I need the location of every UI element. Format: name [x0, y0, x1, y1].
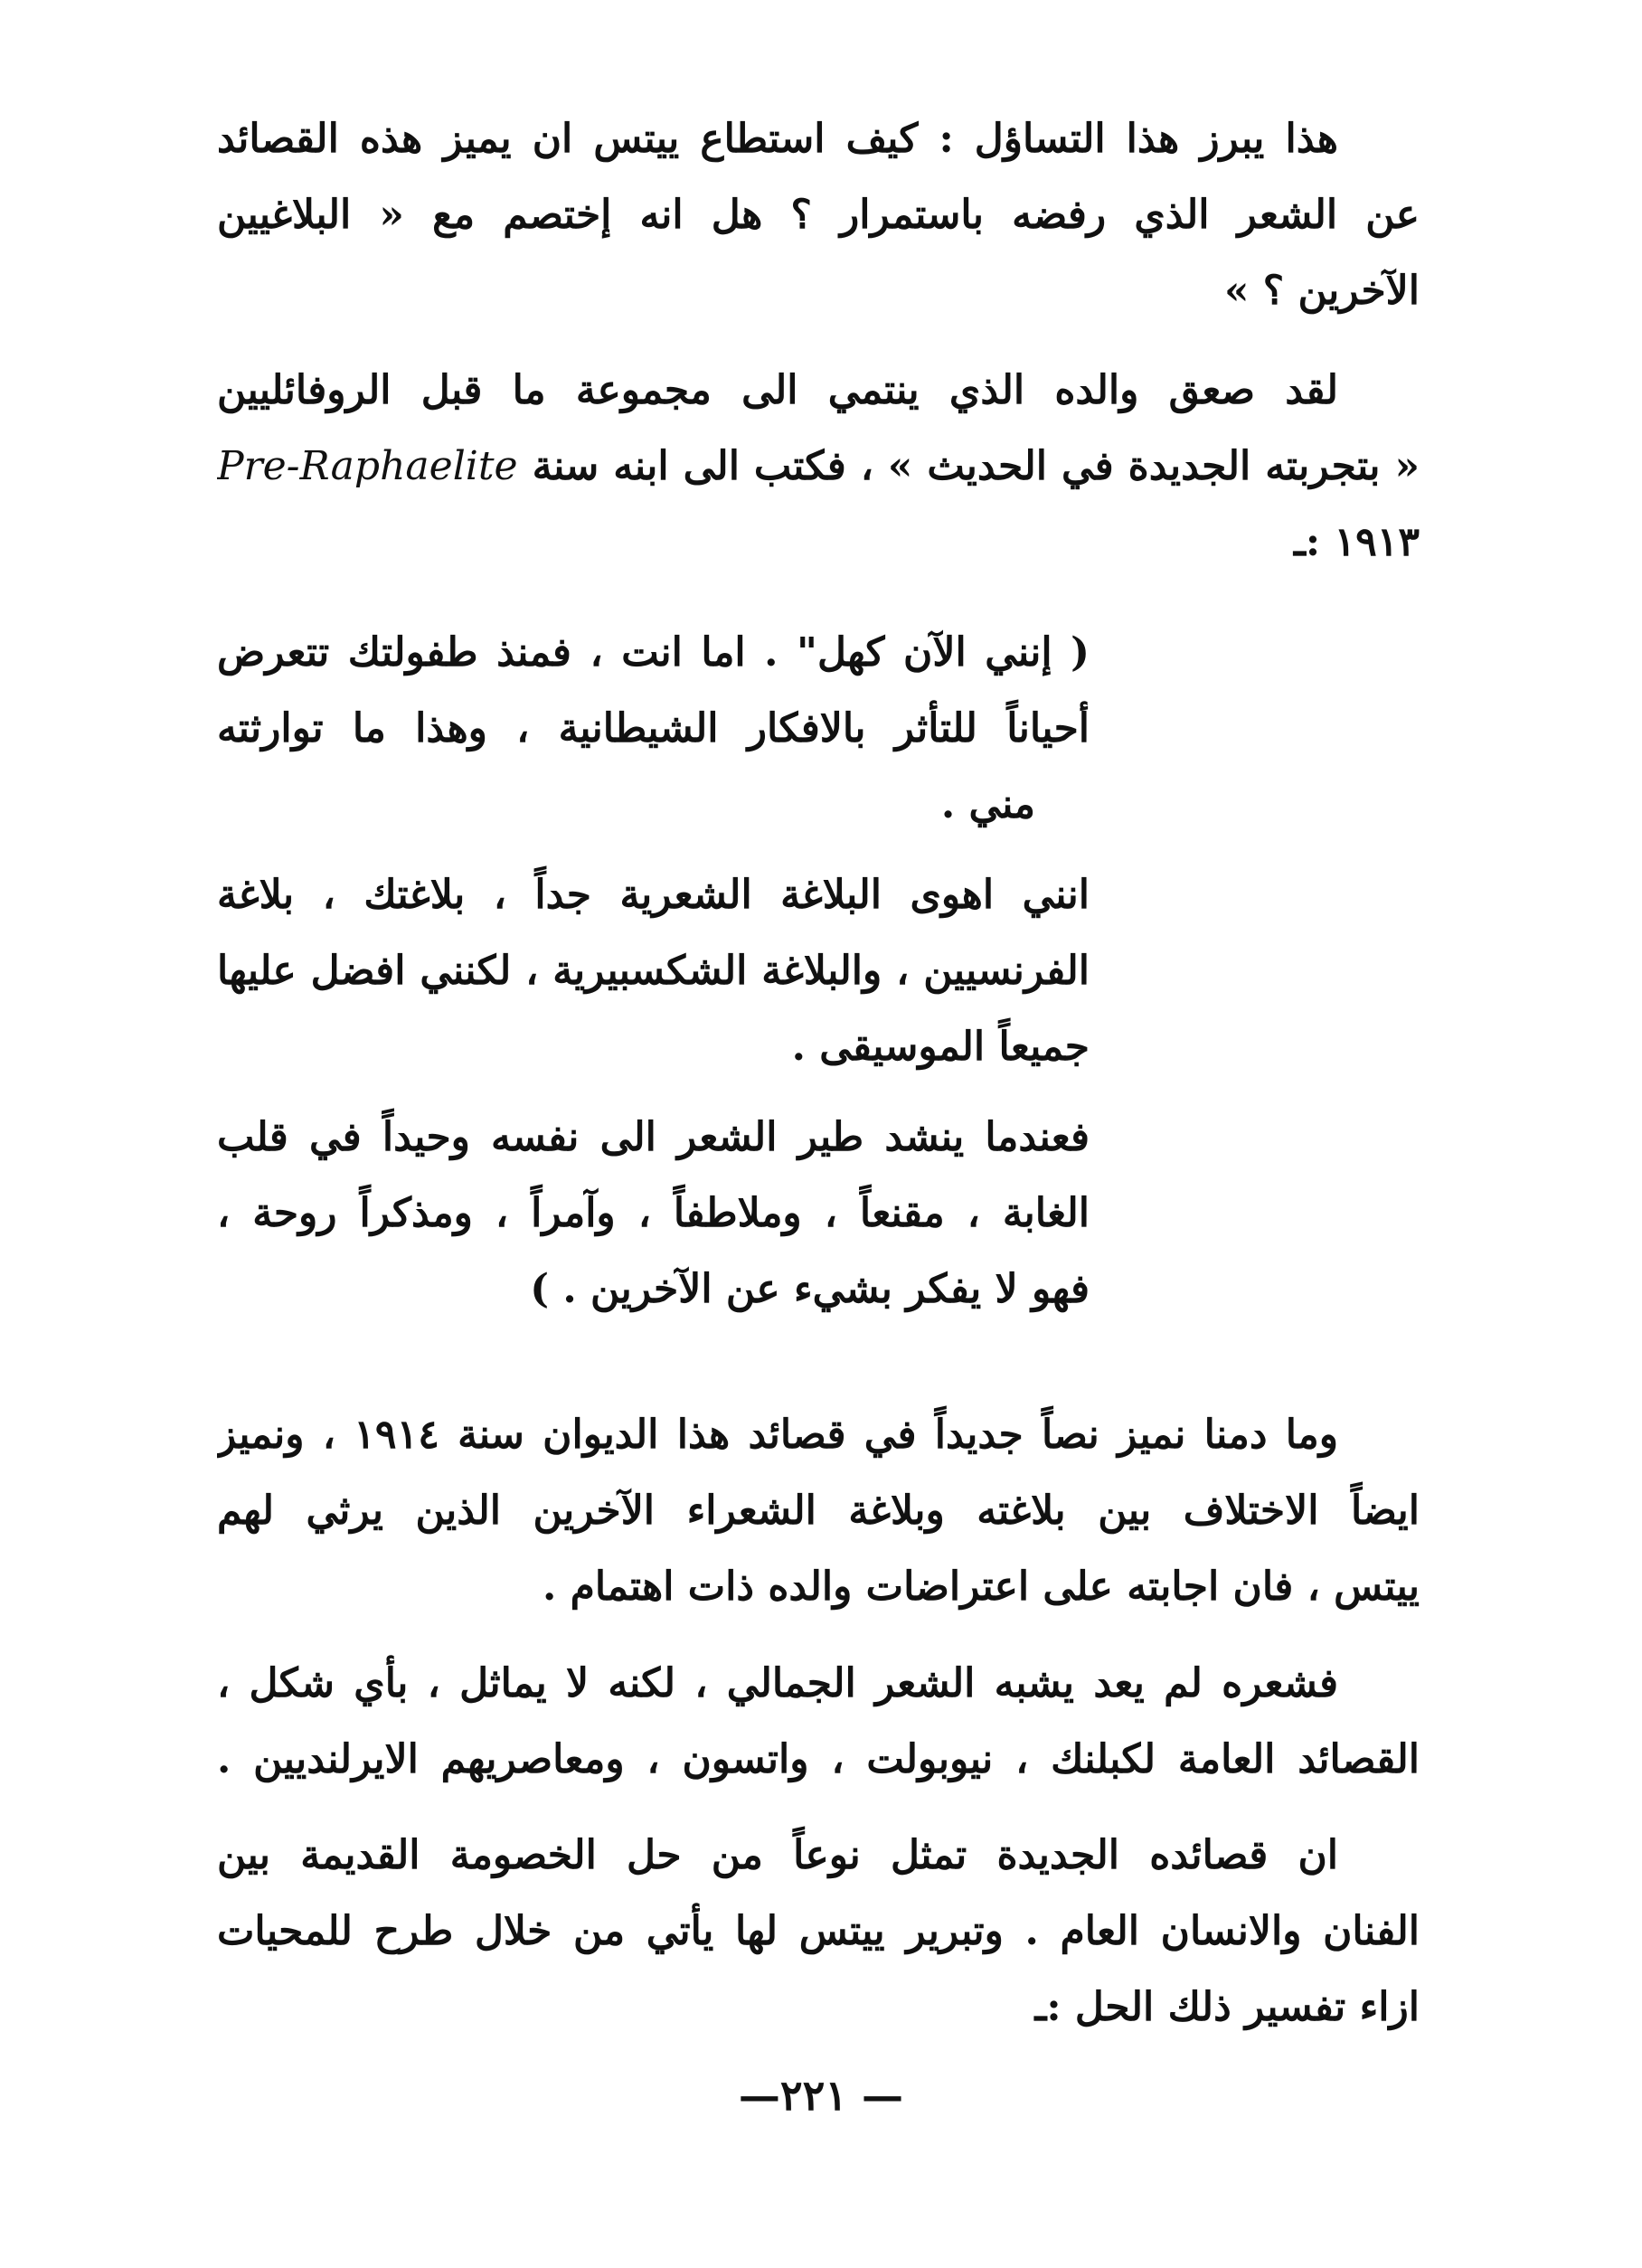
text-line	[217, 429, 1420, 505]
paragraph-father-reaction	[217, 353, 1420, 581]
text-line: القصائد العامة لكبلنك ، نيوبولت ، واتسون ، ومعاصريهم الايرلنديين .	[217, 1736, 1420, 1782]
text-segment: « بتجربته الجديدة في الحديث » ، فكتب الى ابنه سنة	[532, 443, 1420, 489]
page-number: —٢٢١ —	[738, 2071, 904, 2120]
quotation-block	[217, 615, 1090, 1328]
text-line: وما دمنا نميز نصاً جديداً في قصائد هذا الديوان سنة ١٩١٤ ، ونميز	[217, 1412, 1338, 1458]
text-line: الآخرين ؟ »	[1223, 268, 1420, 314]
text-line: ايضاً الاختلاف بين بلاغته وبلاغة الشعراء الآخرين الذين يرثي لهم	[217, 1488, 1420, 1534]
text-line: الفنان والانسان العام . وتبرير ييتس لها يأتي من خلال طرح للمحيات	[217, 1908, 1420, 1954]
text-line: جميعاً الموسيقى .	[791, 1024, 1090, 1070]
text-line: ١٩١٣ :ـ	[1294, 519, 1420, 565]
text-line: فهو لا يفكر بشيء عن الآخرين . )	[530, 1266, 1090, 1312]
quote-paragraph	[217, 857, 1090, 1085]
paragraph-new-text	[217, 1397, 1420, 1625]
text-line: أحياناً للتأثر بالافكار الشيطانية ، وهذا ما توارثته	[217, 705, 1090, 751]
text-line: لقد صعق والده الذي ينتمي الى مجموعة ما قبل الروفائليين	[217, 367, 1338, 413]
text-line: مني .	[940, 781, 1035, 827]
paragraph-intro	[217, 101, 1420, 329]
text-line: فشعره لم يعد يشبه الشعر الجمالي ، لكنه لا يماثل ، بأي شكل ،	[217, 1660, 1338, 1706]
paragraph-poetry-comparison	[217, 1646, 1420, 1798]
text-line: ( إنني الآن كهل" . اما انت ، فمنذ طفولتك تتعرض	[217, 629, 1090, 676]
text-line: الغابة ، مقنعاً ، وملاطفاً ، وآمراً ، ومذكراً روحة ،	[217, 1190, 1090, 1236]
text-line: عن الشعر الذي رفضه باستمرار ؟ هل انه إختصم مع « البلاغيين	[217, 192, 1420, 238]
text-line: الفرنسيين ، والبلاغة الشكسبيرية ، لكنني افضل عليها	[217, 948, 1090, 994]
text-line: ازاء تفسير ذلك الحل :ـ	[1034, 1984, 1420, 2030]
quote-paragraph	[217, 615, 1090, 843]
paragraph-new-poems	[217, 1818, 1420, 2046]
quote-paragraph	[217, 1100, 1090, 1328]
text-line: ييتس ، فان اجابته على اعتراضات والده ذات اهتمام .	[543, 1564, 1420, 1610]
text-line: هذا يبرز هذا التساؤل : كيف استطاع ييتس ان يميز هذه القصائد	[217, 116, 1338, 162]
text-line: فعندما ينشد طير الشعر الى نفسه وحيداً في قلب	[217, 1114, 1090, 1160]
text-line: انني اهوى البلاغة الشعرية جداً ، بلاغتك ، بلاغة	[217, 872, 1090, 918]
latin-term: Pre-Raphaelite	[217, 443, 518, 489]
text-line: ان قصائده الجديدة تمثل نوعاً من حل الخصومة القديمة بين	[217, 1832, 1338, 1878]
